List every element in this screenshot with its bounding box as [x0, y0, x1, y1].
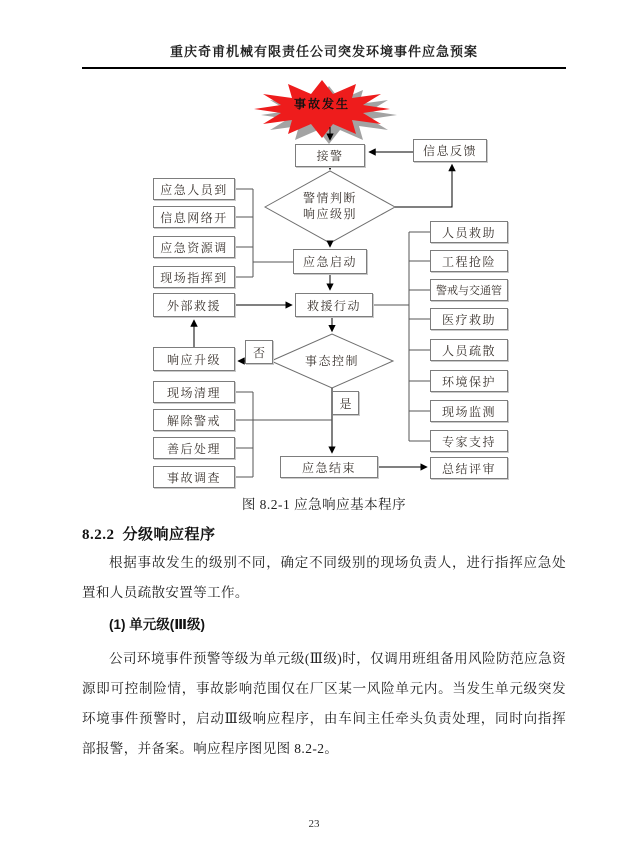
- document-title: 重庆奇甫机械有限责任公司突发环境事件应急预案: [169, 44, 478, 59]
- node-yes-label: 是: [332, 391, 359, 415]
- node-site-cleanup: 现场清理: [153, 381, 235, 403]
- node-environment-protection: 环境保护: [430, 370, 508, 392]
- body-text-block: [82, 493, 566, 764]
- node-receive-alarm: 接警: [295, 144, 365, 167]
- node-no-label: 否: [245, 340, 273, 364]
- page-number: 23: [308, 818, 320, 830]
- node-personnel-rescue: 人员救助: [430, 221, 508, 243]
- node-aftermath-handling: 善后处理: [153, 437, 235, 459]
- paragraph-2: 公司环境事件预警等级为单元级(Ⅲ级)时，仅调用班组备用风险防范应急资源即可控制险情，事故影响范围仅在厂区某一风险单元内。当发生单元级突发环境事件预警时，启动Ⅲ级响应程序，由车间主任牵头负责处理，同时向指挥部报警，并备案。响应程序图见图 8.2-2。: [82, 651, 566, 756]
- paragraph-1: 根据事故发生的级别不同，确定不同级别的现场负责人，进行指挥应急处置和人员疏散安置等工作。: [82, 555, 566, 600]
- node-site-monitoring: 现场监测: [430, 400, 508, 422]
- node-emergency-resources: 应急资源调: [153, 236, 235, 258]
- section-number: 8.2.2: [82, 527, 115, 543]
- node-personnel-evacuation: 人员疏散: [430, 339, 508, 361]
- node-situation-control: 事态控制: [304, 354, 359, 368]
- alert-judgement-line2: 响应级别: [302, 207, 357, 221]
- node-summary-review: 总结评审: [430, 457, 508, 479]
- node-site-command: 现场指挥到: [153, 266, 235, 288]
- node-emergency-start: 应急启动: [293, 249, 367, 274]
- node-accident-investigation: 事故调查: [153, 466, 235, 488]
- alert-judgement-line1: 警情判断: [302, 191, 357, 205]
- node-alert-judgement: [280, 190, 380, 222]
- node-response-upgrade: 响应升级: [153, 347, 235, 371]
- node-medical-aid: 医疗救助: [430, 308, 508, 330]
- node-cordon-traffic-control: 警戒与交通管: [430, 279, 508, 301]
- node-engineering-rescue: 工程抢险: [430, 250, 508, 272]
- node-rescue-action: 救援行动: [295, 293, 373, 317]
- node-external-rescue: 外部救援: [153, 293, 235, 317]
- section-title: 分级响应程序: [122, 526, 216, 543]
- figure-caption: 图 8.2-1 应急响应基本程序: [241, 497, 407, 512]
- node-expert-support: 专家支持: [430, 430, 508, 452]
- section-heading: [82, 523, 566, 544]
- node-accident-occurs: 事故发生: [293, 97, 350, 111]
- node-information-feedback: 信息反馈: [413, 139, 487, 162]
- node-emergency-end: 应急结束: [280, 456, 378, 478]
- node-emergency-personnel: 应急人员到: [153, 178, 235, 200]
- node-info-network: 信息网络开: [153, 206, 235, 228]
- subsection-heading-unit-level: (1) 单元级(Ⅲ级): [109, 617, 206, 632]
- node-lift-cordon: 解除警戒: [153, 409, 235, 431]
